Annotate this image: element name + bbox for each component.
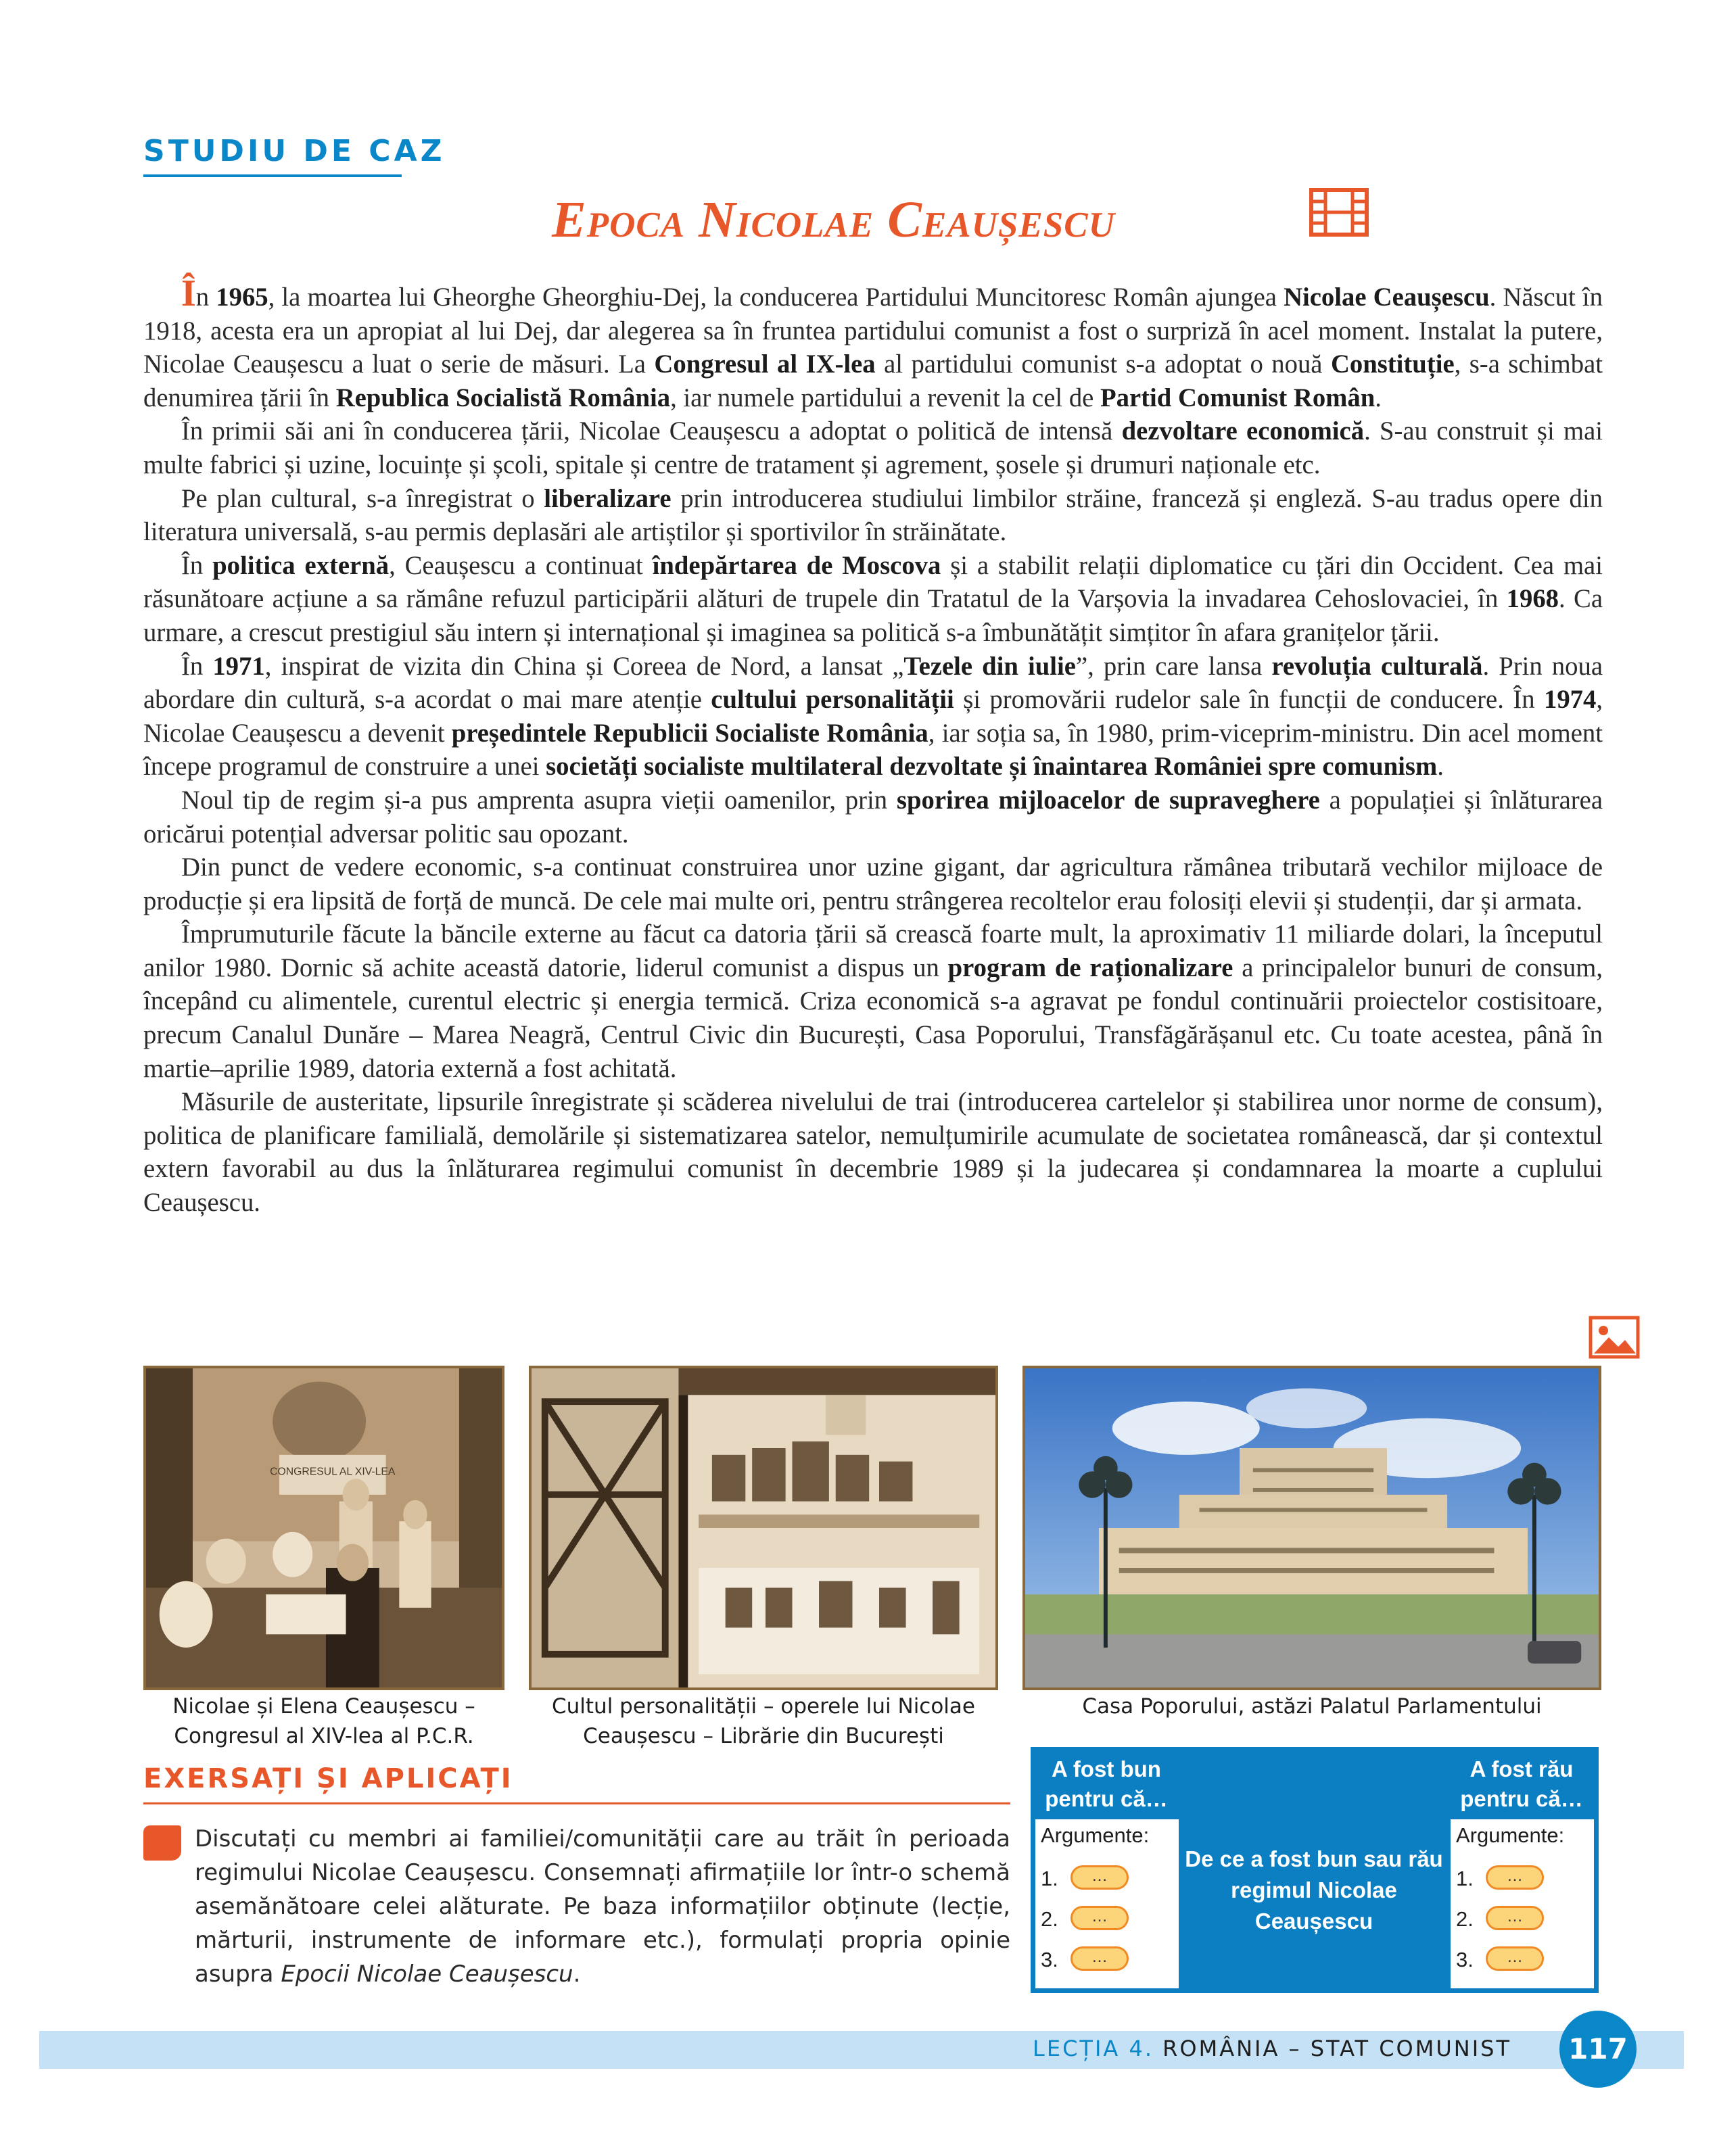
exercise-heading: EXERSAȚI ȘI APLICAȚI — [143, 1763, 513, 1794]
paragraph-1: În 1965, la moartea lui Gheorghe Gheorghiu-Dej, la conducerea Partidului Muncitoresc Român ajungea Nicolae Ceaușescu. Născut în 1918, acesta era un apropiat al lui Dej, dar alegerea sa în fruntea partidului comunist a fost o surpriză în acel moment. Instalat la putere, Nicolae Ceaușescu a luat o serie de măsuri. La Congresul al IX-lea al partidului comunist s-a adoptat o nouă Constituție, s-a schimbat denumirea țării în Republica Socialistă România, iar numele partidului a revenit la cel de Partid Comunist Român. — [143, 272, 1603, 412]
photo-palace — [1022, 1366, 1601, 1690]
scheme-right-box: Argumente: 1. … 2. … 3. … — [1451, 1819, 1594, 1988]
answer-pill[interactable]: … — [1486, 1906, 1544, 1930]
dropcap: Î — [181, 272, 196, 314]
paragraph-8: Împrumuturile făcute la băncile externe au făcut ca datoria țării să crească foarte mult, la aproximativ 11 miliarde dolari, la începutul anilor 1980. Dornic să achite această datorie, liderul comunist a dispus un program de raționalizare a principalelor bunuri de consum, începând cu alimentele, curentul electric și energia termică. Criza economică s-a agravat pe fondul continuării proiectelor costisitoare, precum Canalul Dunăre – Marea Neagră, Centrul Civic din București, Casa Poporului, Transfăgărășanul etc. Cu toate acestea, până în martie–aprilie 1989, datoria externă a fost achitată. — [143, 920, 1603, 1083]
caption-palace: Casa Poporului, astăzi Palatul Parlamentului — [1082, 1694, 1542, 1719]
paragraph-7: Din punct de vedere economic, s-a continuat construirea unor uzine gigant, dar agricultura rămânea tributară vechilor mijloace de producție și era lipsită de forță de muncă. De cele mai multe ori, pentru strângerea recoltelor erau folosiți elevii și studenții, dar și armata. — [143, 853, 1603, 915]
answer-pill[interactable]: … — [1486, 1865, 1544, 1890]
paragraph-5: În 1971, inspirat de vizita din China și Coreea de Nord, a lansat „Tezele din iulie”, prin care lansa revoluția culturală. Prin noua abordare din cultură, s-a acordat o mai mare atenție cultului personalității și promovării rudelor sale în funcții de conducere. În 1974, Nicolae Ceaușescu a devenit președintele Republicii Socialiste România, iar soția sa, în 1980, prim-viceprim-ministru. Din acel moment începe programul de construire a unei societăți socialiste multilateral dezvoltate și înaintarea României spre comunism. — [143, 652, 1603, 782]
section-divider — [143, 174, 402, 177]
film-icon[interactable] — [1309, 188, 1369, 237]
opinion-scheme — [1031, 1747, 1599, 1993]
paragraph-2: În primii săi ani în conducerea țării, Nicolae Ceaușescu a adoptat o politică de intensă dezvoltare economică. S-au construit și mai multe fabrici și uzine, locuințe și școli, spitale și centre de tratament și agrement, șosele și drumuri naționale etc. — [143, 417, 1603, 479]
scheme-left-heading: A fost bun pentru că… — [1045, 1756, 1168, 1811]
paragraph-4: În politica externă, Ceaușescu a continuat îndepărtarea de Moscova și a stabilit relații diplomatice cu țări din Occident. Cea mai răsunătoare acțiune a sa rămâne refuzul participării alături de trupele din Tratatul de la Varșovia la invadarea Cehoslovaciei, în 1968. Ca urmare, a crescut prestigiul său intern și internațional și imaginea sa politică s-a îmbunătățit simțitor în afara granițelor țării. — [143, 551, 1603, 647]
answer-pill[interactable]: … — [1486, 1946, 1544, 1971]
answer-pill[interactable]: … — [1071, 1865, 1129, 1890]
exercise-text: Discutați cu membri ai familiei/comunității care au trăit în perioada regimului Nicolae Ceaușescu. Consemnați afirmațiile lor într-o schemă asemănătoare celei alăturate. Pe baza informațiilor obținute (lecție, mărturii, instrumente de informare etc.), formulați propria opinie asupra Epocii Nicolae Ceaușescu. — [195, 1825, 1010, 1988]
article-body — [143, 272, 1603, 1220]
image-icon[interactable] — [1589, 1316, 1640, 1359]
congress-banner: CONGRESUL AL XIV-LEA — [270, 1466, 396, 1478]
scheme-left-label: Argumente: — [1041, 1823, 1150, 1847]
page-number: 117 — [1559, 2011, 1637, 2088]
answer-pill[interactable]: … — [1071, 1946, 1129, 1971]
scheme-left-box: Argumente: 1. … 2. … 3. … — [1035, 1819, 1179, 1988]
photo-bookshop — [529, 1366, 998, 1690]
photo-congress — [143, 1366, 504, 1690]
paragraph-3: Pe plan cultural, s-a înregistrat o liberalizare prin introducerea studiului limbilor străine, franceză și engleză. S-au tradus opere din literatura universală, s-au permis deplasări ale artiștilor și sportivilor în străinătate. — [143, 484, 1603, 547]
section-label: STUDIU DE CAZ — [143, 134, 446, 168]
paragraph-9: Măsurile de austeritate, lipsurile înregistrate și scăderea nivelului de trai (introducerea cartelelor și stabilirea unor norme de consum), politica de planificare familială, demolările și sistematizarea satelor, nemulțumirile acumulate de societatea românească, dar și contextul extern favorabil au dus la înlăturarea regimului comunist în decembrie 1989 și la judecarea și condamnarea la moarte a cuplului Ceaușescu. — [143, 1088, 1603, 1218]
page-title: Epoca Nicolae Ceaușescu — [552, 191, 1115, 248]
scheme-question: De ce a fost bun sau rău regimul Nicolae Ceaușescu — [1185, 1846, 1443, 1934]
scheme-right-label: Argumente: — [1456, 1823, 1565, 1847]
caption-congress: Nicolae și Elena Ceaușescu – Congresul al XIV-lea al P.C.R. — [172, 1694, 475, 1748]
scheme-right-heading: A fost rău pentru că… — [1460, 1756, 1583, 1811]
exercise-bullet-icon — [143, 1825, 181, 1861]
footer-lesson: LECȚIA 4. ROMÂNIA – STAT COMUNIST — [1033, 2036, 1511, 2061]
caption-bookshop: Cultul personalității – operele lui Nicolae Ceaușescu – Librărie din București — [551, 1694, 975, 1748]
paragraph-6: Noul tip de regim și-a pus amprenta asupra vieții oamenilor, prin sporirea mijloacelor de supraveghere a populației și înlăturarea oricărui potențial adversar politic sau opozant. — [143, 786, 1603, 848]
exercise-divider — [143, 1802, 1010, 1804]
answer-pill[interactable]: … — [1071, 1906, 1129, 1930]
